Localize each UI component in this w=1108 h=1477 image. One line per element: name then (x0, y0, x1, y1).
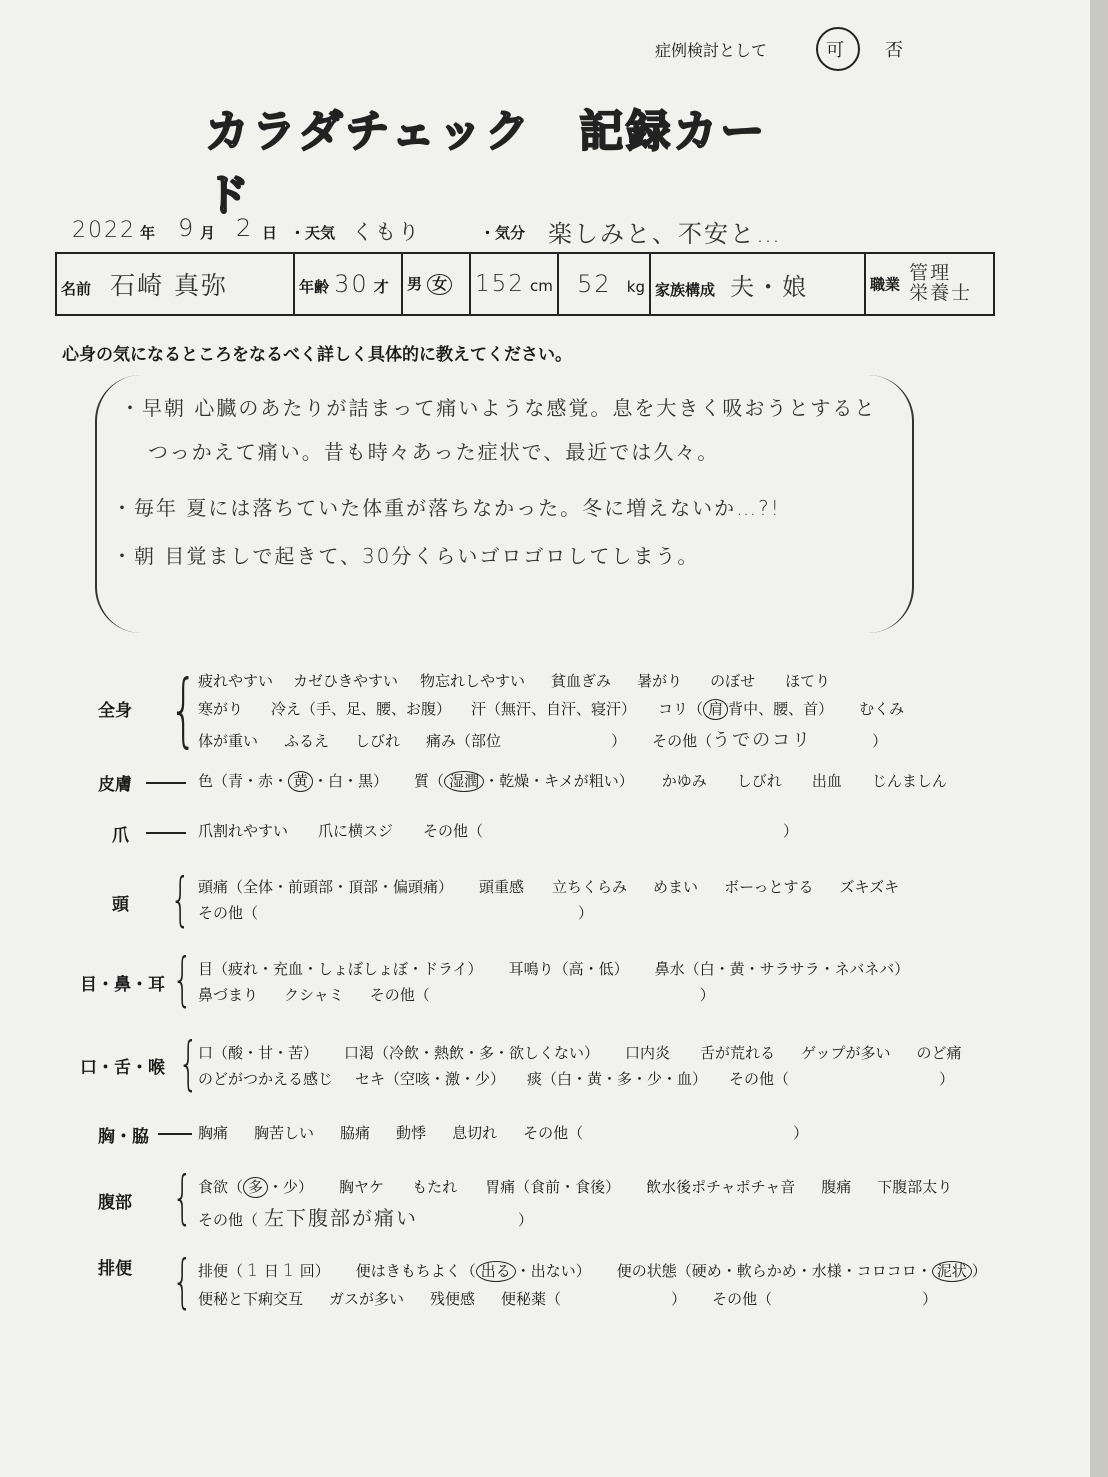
option[interactable]: 排便（ (198, 1262, 244, 1280)
paren-close: ） (518, 1211, 534, 1229)
option[interactable]: 胸ヤケ (339, 1178, 385, 1196)
option[interactable]: 貧血ぎみ (551, 672, 612, 690)
option[interactable]: 脇痛 (340, 1124, 371, 1142)
skin-row (198, 770, 947, 792)
eye-nose-ear-row-1 (198, 958, 909, 979)
case-review-label: 症例検討として (655, 41, 768, 60)
option[interactable]: 頭重感 (479, 878, 525, 896)
paren-close: ） (793, 1124, 809, 1142)
brace-icon: { (178, 1029, 199, 1097)
job-value-line2: 栄養士 (909, 282, 973, 304)
circled-option[interactable]: 湿潤 (444, 771, 484, 792)
section-label-abdomen: 腹部 (98, 1193, 132, 1213)
option[interactable]: ・出ない） (515, 1262, 591, 1280)
paren-close: ） (671, 1290, 687, 1308)
option[interactable]: 出血 (811, 772, 842, 790)
section-label-stool: 排便 (98, 1259, 132, 1279)
connector-line (146, 782, 186, 784)
concern-line-1: ・早朝 心臓のあたりが詰まって痛いような感覚。息を大きく吸おうとすると (120, 396, 877, 420)
option[interactable]: 便はきもちよく（ (355, 1262, 476, 1280)
option[interactable]: 胃痛（食前・食後） (485, 1178, 621, 1196)
section-label-head: 頭 (112, 895, 129, 915)
option[interactable]: ズキズキ (839, 878, 900, 896)
option[interactable]: 胸痛 (198, 1124, 229, 1142)
sex-male: 男 (407, 275, 423, 294)
paren-close: ） (699, 986, 715, 1004)
option[interactable]: 寒がり (198, 700, 244, 718)
option[interactable]: もたれ (412, 1178, 458, 1196)
job-value (909, 264, 972, 304)
option[interactable]: カゼひきやすい (293, 672, 399, 690)
weight-cell (558, 253, 650, 315)
name-value: 石崎 真弥 (110, 271, 229, 300)
option[interactable]: 頭痛（全体・前頭部・頂部・偏頭痛） (198, 878, 454, 896)
concern-line-4: ・朝 目覚ましで起きて、30分くらいゴロゴロしてしまう。 (112, 544, 700, 568)
concern-line-2: つっかえて痛い。昔も時々あった症状で、最近では久々。 (148, 440, 720, 464)
option[interactable]: セキ（空咳・激・少） (355, 1070, 506, 1088)
family-value: 夫・娘 (730, 272, 809, 301)
sex-female-circled: 女 (427, 274, 452, 295)
circled-option[interactable]: 肩 (703, 699, 728, 720)
mouth-row-2 (198, 1068, 954, 1089)
option[interactable]: その他（ (198, 1211, 259, 1229)
paren-close: ） (922, 1290, 938, 1308)
weather-label: ・天気 (290, 224, 336, 242)
age-unit: 才 (373, 278, 389, 296)
section-label-chest: 胸・脇 (98, 1127, 149, 1147)
stool-row-2 (198, 1288, 937, 1309)
option[interactable]: 背中、腰、首） (728, 700, 834, 718)
handwritten-other-value: うでのコリ (712, 730, 813, 751)
paren-close: ） (783, 822, 799, 840)
option[interactable]: 便の状態（硬め・軟らかめ・水様・コロコロ・ (616, 1262, 932, 1280)
option[interactable]: 鼻水（白・黄・サラサラ・ネバネバ） (654, 960, 910, 978)
option[interactable]: 動悸 (396, 1124, 427, 1142)
option[interactable]: その他（ (198, 904, 259, 922)
option[interactable]: 色（青・赤・ (198, 772, 289, 790)
option[interactable]: ガスが多い (329, 1290, 405, 1308)
ok-option: 可 (826, 40, 844, 61)
option[interactable]: その他（ (712, 1290, 773, 1308)
option[interactable]: ゲップが多い (801, 1044, 891, 1062)
eye-nose-ear-row-2 (198, 984, 715, 1005)
option[interactable]: ふるえ (284, 732, 330, 750)
sex-cell (402, 253, 470, 315)
whole-body-row-3 (198, 726, 887, 752)
option[interactable]: 質（ (414, 772, 445, 790)
whole-body-row-1 (198, 670, 830, 691)
height-cell (470, 253, 558, 315)
option[interactable]: 爪に横スジ (318, 822, 394, 840)
option[interactable]: その他（ (369, 986, 430, 1004)
ng-option: 否 (885, 40, 903, 61)
option[interactable]: むくみ (859, 700, 905, 718)
option[interactable]: めまい (653, 878, 699, 896)
paren-close: ） (971, 1262, 987, 1280)
option[interactable]: コリ（ (658, 700, 704, 718)
option[interactable]: のど痛 (916, 1044, 962, 1062)
option[interactable]: 息切れ (452, 1124, 498, 1142)
option[interactable]: 口内炎 (625, 1044, 671, 1062)
job-cell (865, 253, 994, 315)
option[interactable]: ・乾燥・キメが粗い） (484, 772, 634, 790)
option[interactable]: 腹痛 (821, 1178, 852, 1196)
head-row-2 (198, 902, 593, 923)
profile-table (55, 252, 995, 316)
circled-option[interactable]: 多 (243, 1177, 268, 1198)
height-unit: cm (530, 277, 553, 295)
date-day: 2 (236, 214, 254, 242)
paren-close: ） (611, 732, 627, 750)
option[interactable]: その他（ (652, 732, 713, 750)
brace-icon: { (170, 865, 191, 933)
option[interactable]: のどがつかえる感じ (198, 1070, 334, 1088)
page-title: カラダチェック 記録カード (205, 106, 768, 221)
option[interactable]: 食欲（ (198, 1178, 244, 1196)
brace-icon: { (172, 945, 193, 1013)
age-label: 年齢 (299, 278, 330, 296)
head-row-1 (198, 876, 899, 897)
option[interactable]: 冷え（手、足、腰、お腹） (271, 700, 452, 718)
weight-value: 52 (577, 270, 612, 298)
option[interactable]: 残便感 (430, 1290, 476, 1308)
circled-option[interactable]: 泥状 (932, 1261, 972, 1282)
option[interactable]: 便秘と下痢交互 (198, 1290, 304, 1308)
paren-close: ） (578, 904, 594, 922)
option[interactable]: 口（酸・甘・苦） (198, 1044, 319, 1062)
option[interactable]: ・白・黒） (313, 772, 389, 790)
family-cell (650, 253, 865, 315)
height-value: 152 (475, 271, 525, 297)
date-month: 9 (178, 214, 196, 242)
option[interactable]: その他（ (523, 1124, 584, 1142)
option[interactable]: 目（疲れ・充血・しょぼしょぼ・ドライ） (198, 960, 483, 978)
age-cell (294, 253, 402, 315)
whole-body-row-2 (198, 698, 904, 720)
option[interactable]: 口渇（冷飲・熱飲・多・欲しくない） (344, 1044, 600, 1062)
section-label-nail: 爪 (112, 826, 129, 846)
option[interactable]: その他（ (423, 822, 484, 840)
option[interactable]: その他（ (729, 1070, 790, 1088)
name-cell (56, 253, 294, 315)
option[interactable]: 立ちくらみ (552, 878, 628, 896)
day-label: 日 (262, 224, 278, 242)
chest-row (198, 1122, 808, 1143)
option[interactable]: のぼせ (710, 672, 756, 690)
connector-line (146, 832, 186, 834)
option[interactable]: ほてり (785, 672, 831, 690)
option[interactable]: 疲れやすい (198, 672, 274, 690)
circled-option[interactable]: 出る (476, 1261, 516, 1282)
circled-option[interactable]: 黄 (288, 771, 313, 792)
family-label: 家族構成 (655, 280, 716, 299)
abdomen-row-2 (198, 1202, 533, 1231)
option[interactable]: クシャミ (284, 986, 344, 1004)
option[interactable]: ・少） (268, 1178, 314, 1196)
nail-row (198, 820, 798, 841)
age-value: 30 (334, 270, 369, 298)
section-label-mouth: 口・舌・喉 (80, 1058, 165, 1078)
option[interactable]: かゆみ (661, 772, 707, 790)
option[interactable]: 耳鳴り（高・低） (508, 960, 629, 978)
year-label: 年 (140, 224, 156, 242)
paren-close: ） (939, 1070, 955, 1088)
name-label: 名前 (61, 280, 92, 298)
section-label-whole-body: 全身 (98, 701, 132, 721)
option[interactable]: 飲水後ポチャポチャ音 (646, 1178, 796, 1196)
month-label: 月 (200, 224, 216, 242)
option[interactable]: じんましん (871, 772, 947, 790)
abdomen-row-1 (198, 1176, 952, 1198)
option[interactable]: 暑がり (637, 672, 683, 690)
option[interactable]: 痛み（部位 (426, 732, 502, 750)
option[interactable]: 物忘れしやすい (420, 672, 526, 690)
weather-value: くもり (352, 220, 421, 244)
option[interactable]: 汗（無汗、自汗、寝汗） (471, 700, 637, 718)
connector-line (158, 1133, 192, 1135)
brace-icon: { (172, 1163, 193, 1231)
option[interactable]: ボーっとする (724, 878, 814, 896)
option: 日 (263, 1262, 279, 1280)
option[interactable]: 体が重い (198, 732, 259, 750)
option[interactable]: 舌が荒れる (700, 1044, 776, 1062)
date-year: 2022 (72, 218, 136, 243)
weight-unit: kg (626, 278, 645, 296)
stool-row-1 (198, 1260, 987, 1282)
option[interactable]: しびれ (736, 772, 782, 790)
option[interactable]: 爪割れやすい (198, 822, 289, 840)
option[interactable]: しびれ (355, 732, 401, 750)
section-label-skin: 皮膚 (98, 775, 132, 795)
option[interactable]: 下腹部太り (877, 1178, 953, 1196)
mouth-row-1 (198, 1042, 961, 1063)
job-label: 職業 (870, 275, 901, 294)
handwritten-count: 1 (282, 1261, 296, 1281)
option[interactable]: 胸苦しい (254, 1124, 315, 1142)
handwritten-days: 1 (247, 1261, 260, 1281)
option: 回） (299, 1262, 330, 1280)
section-label-eye-nose-ear: 目・鼻・耳 (80, 975, 165, 995)
concern-line-3: ・毎年 夏には落ちていた体重が落ちなかった。冬に増えないか…?! (112, 496, 781, 520)
job-value-line1: 管理 (909, 262, 952, 285)
option[interactable]: 鼻づまり (198, 986, 259, 1004)
paren-close: ） (872, 732, 888, 750)
brace-icon: { (172, 1247, 193, 1315)
concerns-prompt: 心身の気になるところをなるべく詳しく具体的に教えてください。 (62, 345, 572, 365)
option[interactable]: 痰（白・黄・多・少・血） (527, 1070, 708, 1088)
mood-label: ・気分 (480, 224, 526, 242)
handwritten-other-value: 左下腹部が痛い (264, 1206, 419, 1230)
mood-value: 楽しみと、不安と… (548, 220, 782, 248)
option[interactable]: 便秘薬（ (501, 1290, 562, 1308)
brace-icon: { (169, 663, 198, 756)
